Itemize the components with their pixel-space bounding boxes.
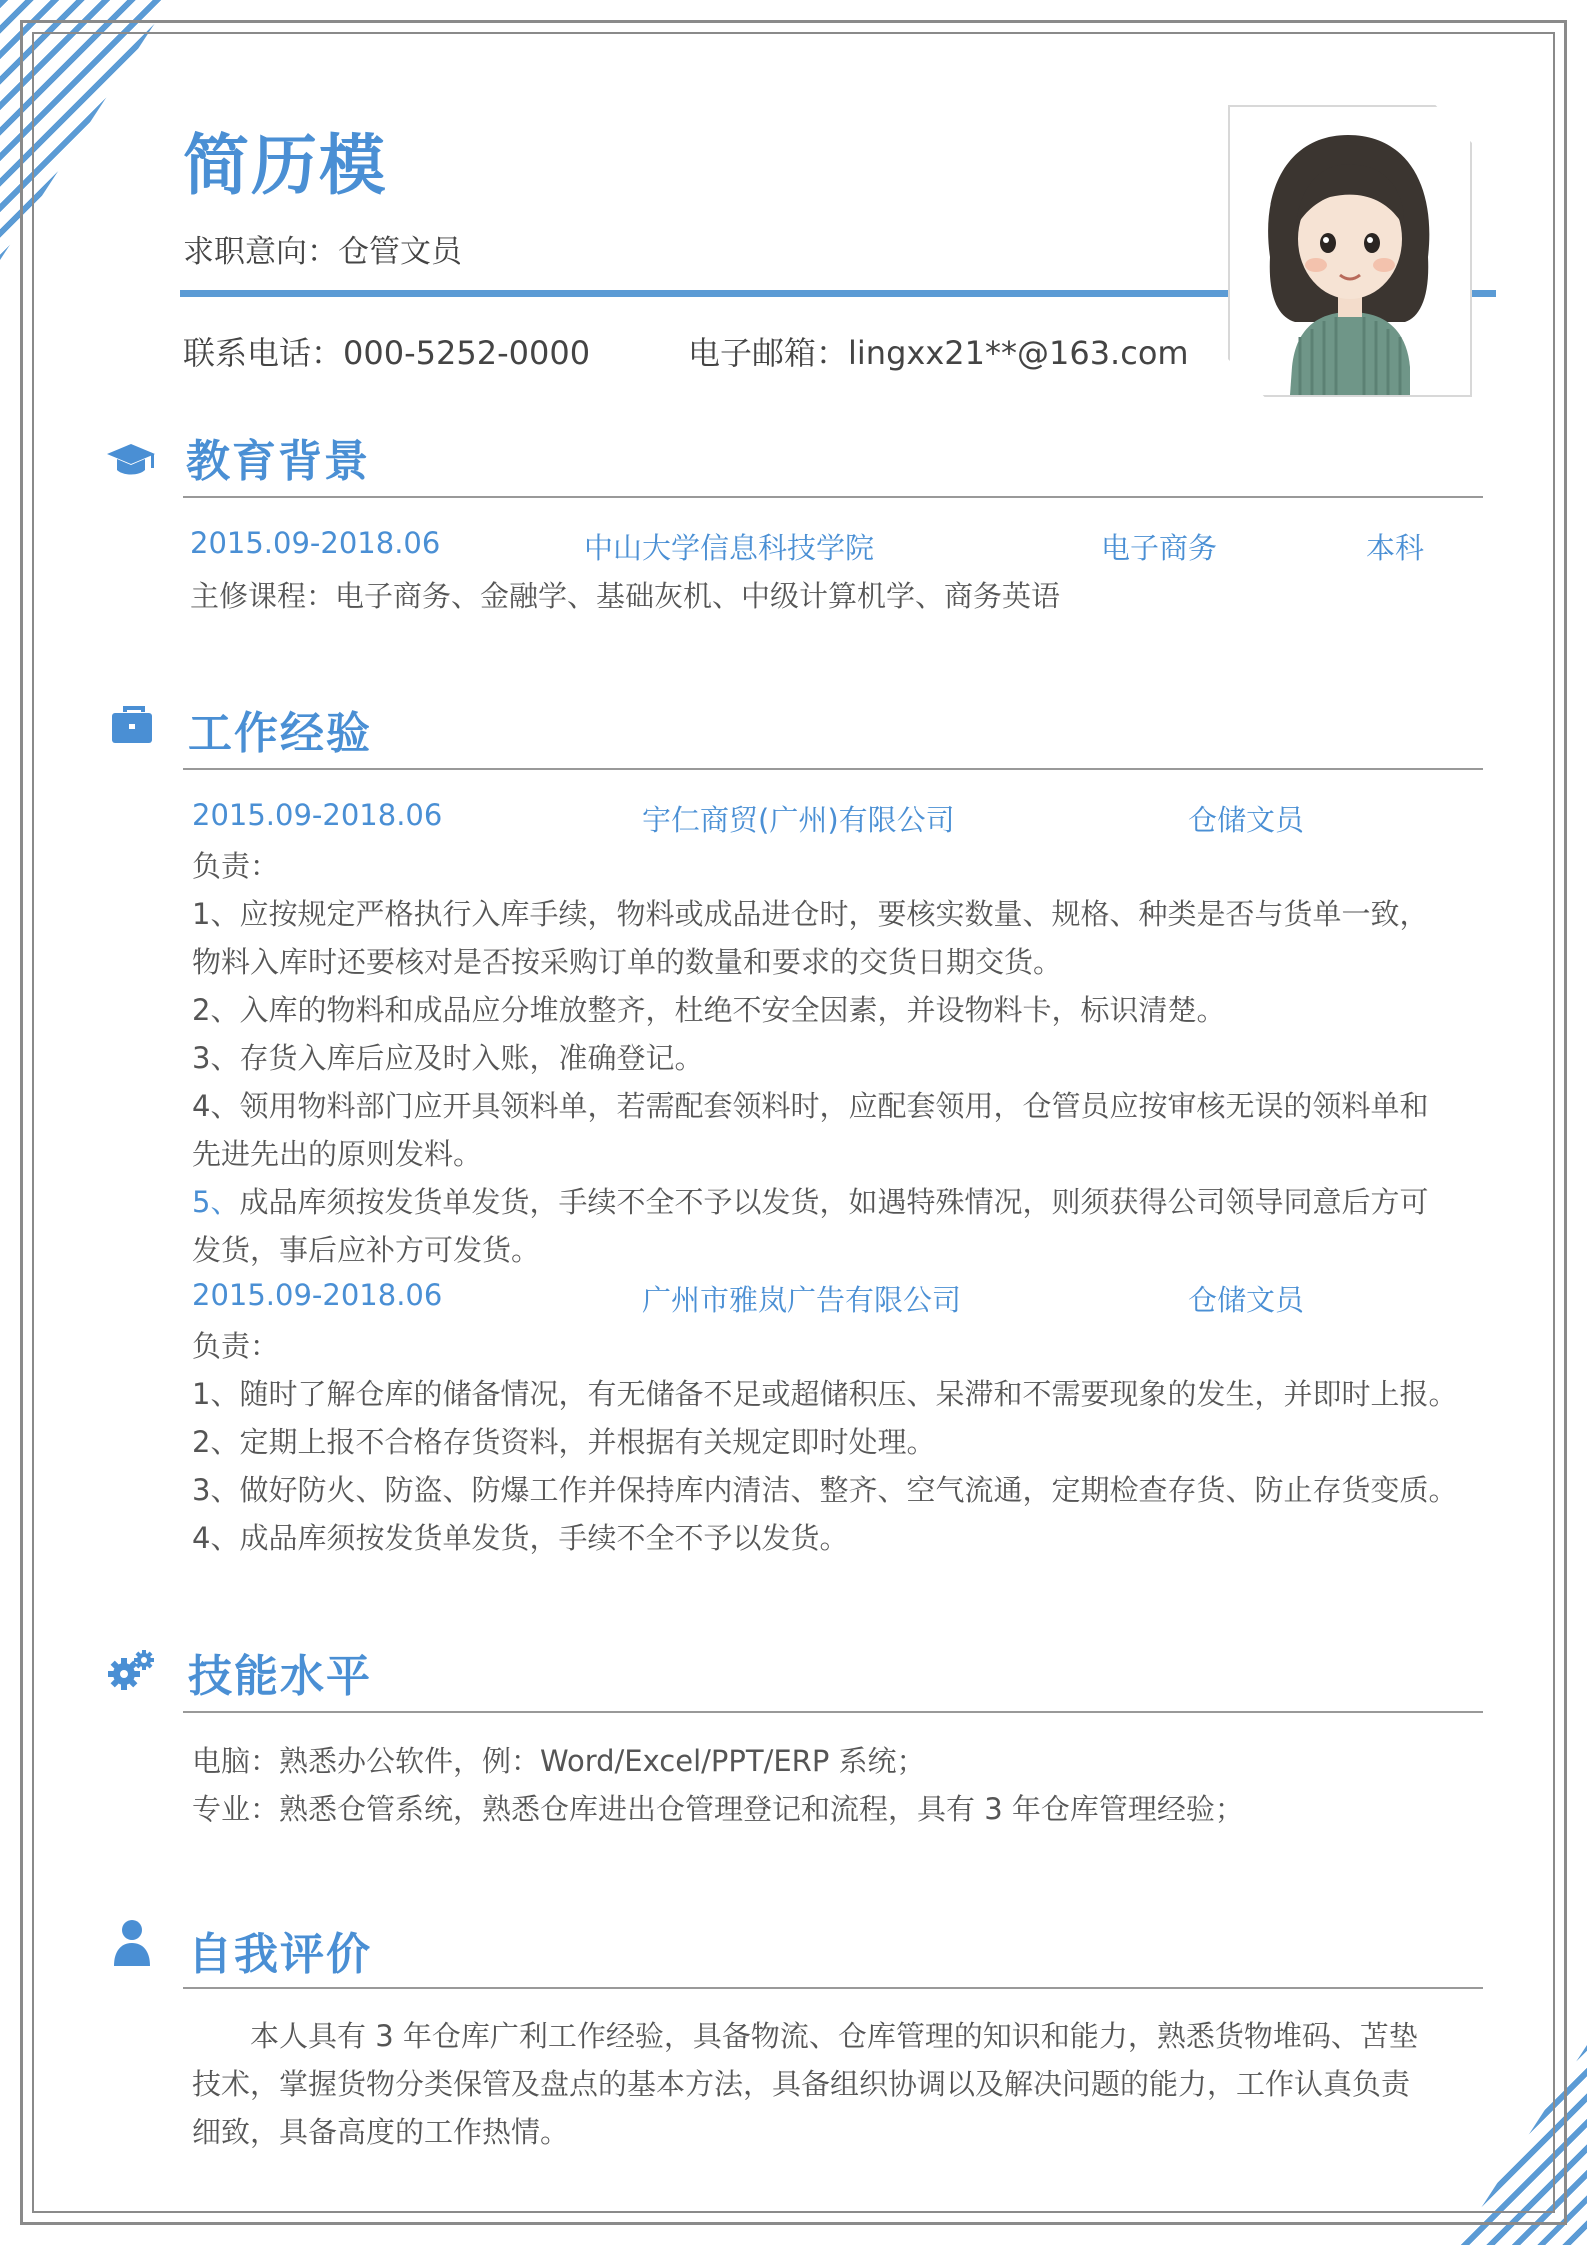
skill-line: 电脑：熟悉办公软件，例：Word/Excel/PPT/ERP 系统； bbox=[192, 1744, 926, 1778]
avatar-illustration bbox=[1230, 107, 1470, 395]
education-major: 电子商务 bbox=[1101, 531, 1218, 565]
job-2-line: 3、做好防火、防盗、防爆工作并保持库内清洁、整齐、空气流通，定期检查存货、防止存货变质。 bbox=[192, 1473, 1458, 1507]
job-1-period: 2015.09-2018.06 bbox=[192, 798, 443, 832]
job-2-line: 负责： bbox=[192, 1329, 280, 1363]
work-rule bbox=[183, 768, 1483, 770]
job-1-company: 宇仁商贸(广州)有限公司 bbox=[642, 803, 955, 837]
job-2-period: 2015.09-2018.06 bbox=[192, 1278, 443, 1312]
job-2-line: 2、定期上报不合格存货资料，并根据有关规定即时处理。 bbox=[192, 1425, 936, 1459]
self-evaluation-text bbox=[192, 2012, 1418, 2156]
job-1-line: 负责： bbox=[192, 849, 280, 883]
job-2-line: 4、成品库须按发货单发货，手续不全不予以发货。 bbox=[192, 1521, 849, 1555]
job-2-company: 广州市雅岚广告有限公司 bbox=[642, 1283, 962, 1317]
education-school: 中山大学信息科技学院 bbox=[584, 531, 875, 565]
contact-email: 电子邮箱：lingxx21**@163.com bbox=[688, 334, 1189, 372]
graduation-cap-icon bbox=[105, 438, 157, 482]
skills-rule bbox=[183, 1711, 1483, 1713]
job-1-item-5-text: 成品库须按发货单发货，手续不全不予以发货，如遇特殊情况，则须获得公司领导同意后方可 bbox=[239, 1185, 1429, 1219]
self-line: 细致，具备高度的工作热情。 bbox=[192, 2115, 570, 2149]
job-1-line: 4、领用物料部门应开具领料单，若需配套领料时，应配套领用，仓管员应按审核无误的领料单和 bbox=[192, 1089, 1429, 1123]
job-2-position: 仓储文员 bbox=[1188, 1283, 1305, 1317]
job-1-duties bbox=[192, 842, 1428, 1274]
job-1-line: 物料入库时还要核对是否按采购订单的数量和要求的交货日期交货。 bbox=[192, 945, 1063, 979]
job-intent: 求职意向：仓管文员 bbox=[183, 234, 462, 270]
education-degree: 本科 bbox=[1366, 531, 1425, 565]
self-line: 技术，掌握货物分类保管及盘点的基本方法，具备组织协调以及解决问题的能力，工作认真负责 bbox=[192, 2067, 1411, 2101]
skills-list bbox=[192, 1737, 1244, 1833]
job-2-line: 1、随时了解仓库的储备情况，有无储备不足或超储积压、呆滞和不需要现象的发生，并即时上报。 bbox=[192, 1377, 1458, 1411]
job-1-line: 发货，事后应补方可发货。 bbox=[192, 1233, 541, 1267]
self-line: 本人具有 3 年仓库广利工作经验，具备物流、仓库管理的知识和能力，熟悉货物堆码、苫垫 bbox=[250, 2019, 1418, 2053]
briefcase-icon bbox=[108, 704, 160, 748]
job-1-line: 2、入库的物料和成品应分堆放整齐，杜绝不安全因素，并设物料卡，标识清楚。 bbox=[192, 993, 1226, 1027]
contact-phone: 联系电话：000-5252-0000 bbox=[183, 334, 591, 372]
self-evaluation-rule bbox=[183, 1987, 1483, 1989]
skills-title: 技能水平 bbox=[188, 1651, 372, 1702]
gears-icon bbox=[106, 1648, 158, 1692]
job-1-line: 先进先出的原则发料。 bbox=[192, 1137, 483, 1171]
education-rule bbox=[183, 496, 1483, 498]
resume-name: 简历模 bbox=[183, 127, 387, 204]
job-1-line: 3、存货入库后应及时入账，准确登记。 bbox=[192, 1041, 704, 1075]
job-2-duties bbox=[192, 1322, 1457, 1562]
education-title: 教育背景 bbox=[186, 436, 370, 487]
job-1-item-5-number: 5、 bbox=[192, 1185, 240, 1219]
self-evaluation-title: 自我评价 bbox=[188, 1929, 372, 1980]
person-icon bbox=[108, 1918, 160, 1962]
job-1-line bbox=[192, 1178, 1428, 1226]
education-period: 2015.09-2018.06 bbox=[190, 526, 441, 560]
profile-photo bbox=[1228, 105, 1472, 397]
education-courses: 主修课程：电子商务、金融学、基础灰机、中级计算机学、商务英语 bbox=[190, 579, 1061, 613]
work-title: 工作经验 bbox=[188, 708, 372, 759]
job-1-line: 1、应按规定严格执行入库手续，物料或成品进仓时，要核实数量、规格、种类是否与货单一致， bbox=[192, 897, 1429, 931]
skill-line: 专业：熟悉仓管系统，熟悉仓库进出仓管理登记和流程，具有 3 年仓库管理经验； bbox=[192, 1792, 1244, 1826]
job-1-position: 仓储文员 bbox=[1188, 803, 1305, 837]
